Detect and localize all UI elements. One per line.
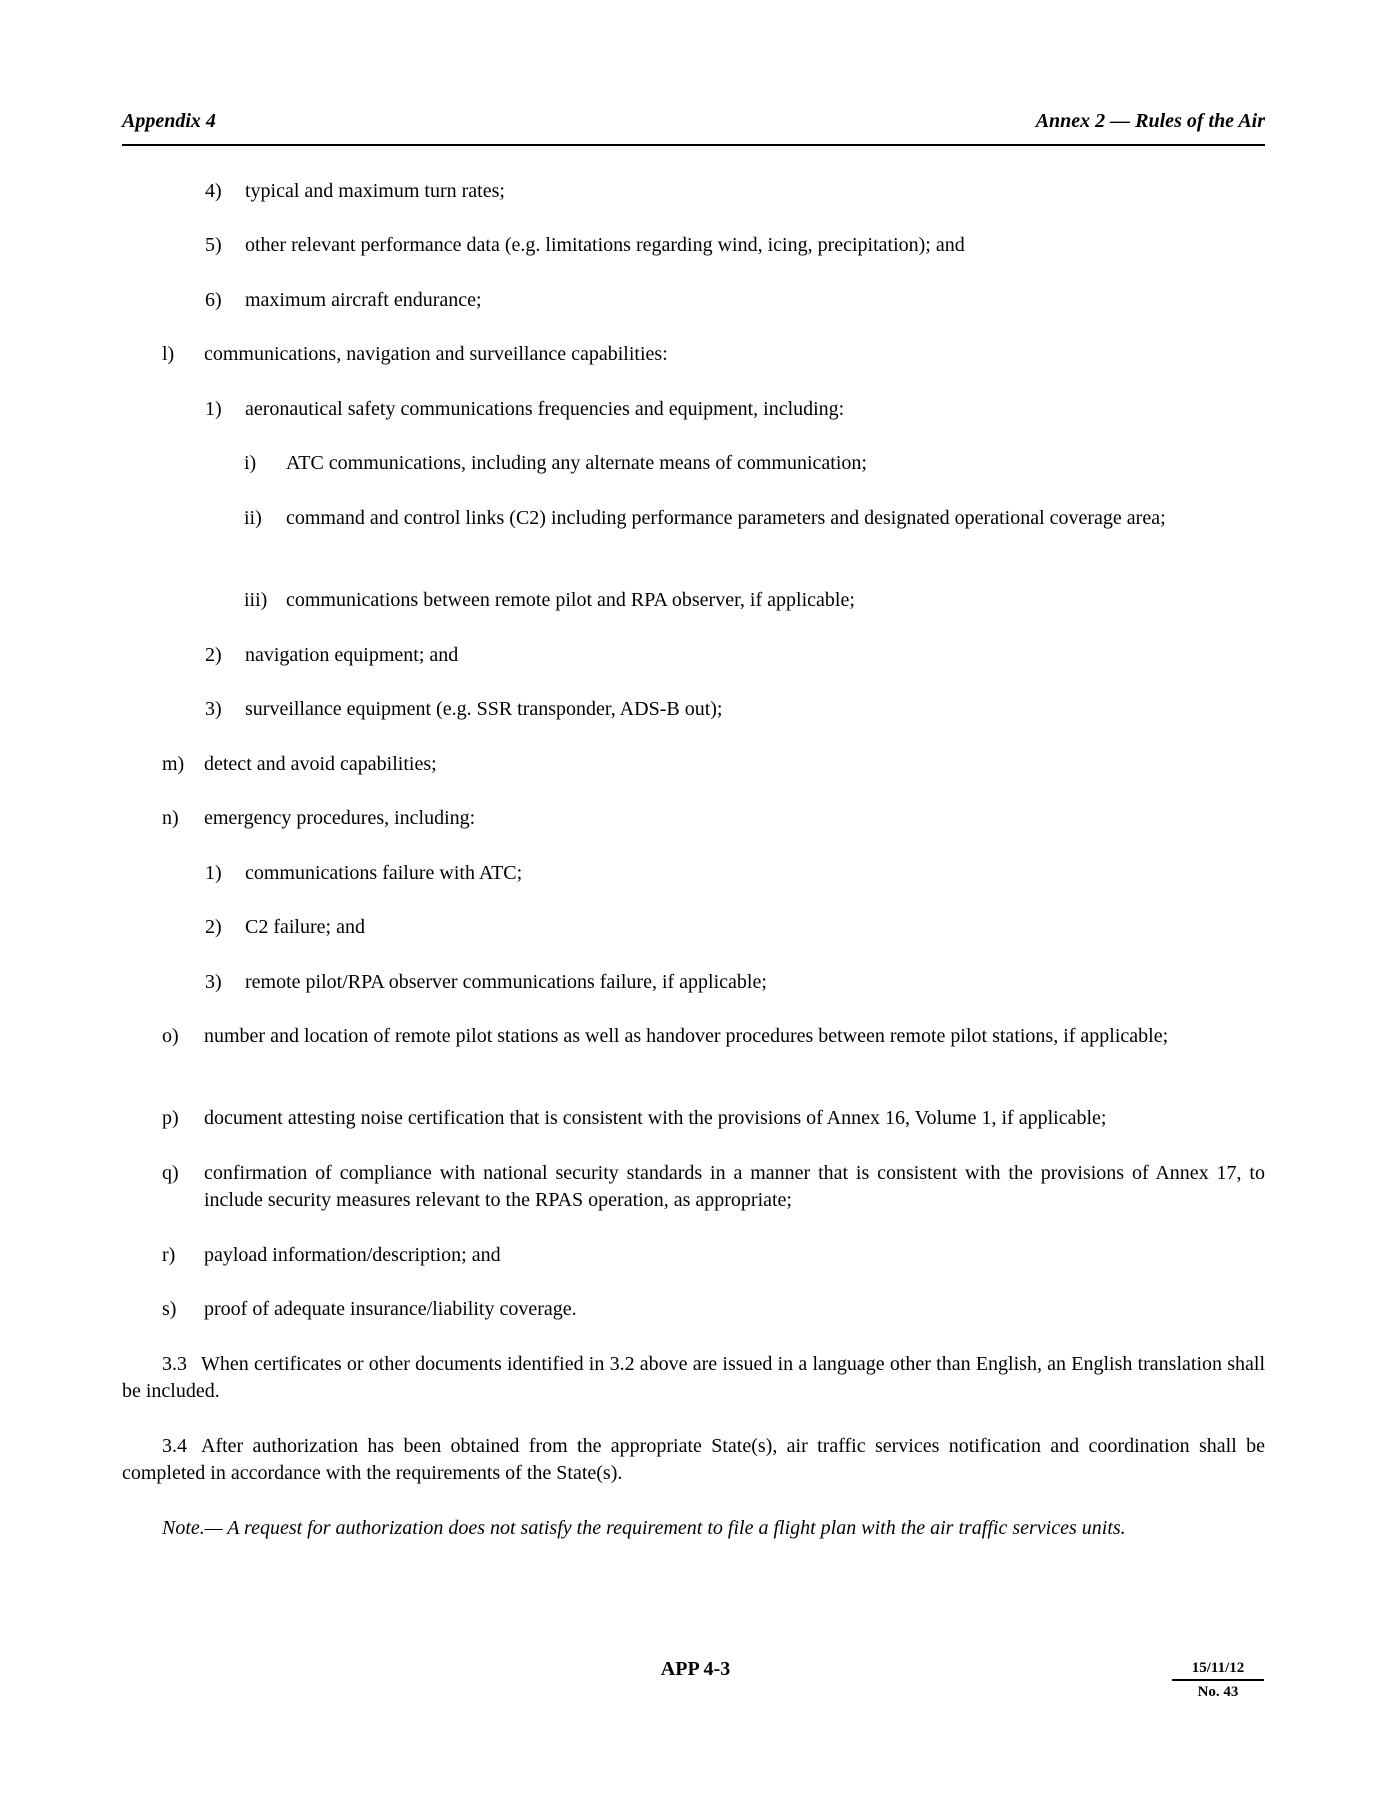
list-item-label: l) <box>162 343 175 365</box>
list-item-label: 4) <box>205 180 222 202</box>
list-item-label: i) <box>244 452 257 474</box>
list-item <box>205 860 1265 887</box>
list-item <box>205 232 1265 259</box>
list-item-label: 5) <box>205 234 222 256</box>
list-item-label: o) <box>162 1025 179 1047</box>
header-annex-title: Annex 2 — Rules of the Air <box>1035 110 1265 132</box>
list-item <box>205 969 1265 996</box>
list-item-label: 3) <box>205 698 222 720</box>
list-item-label: 2) <box>205 916 222 938</box>
list-item-label: 6) <box>205 289 222 311</box>
list-item-text: communications between remote pilot and RPA observer, if applicable; <box>286 589 855 611</box>
list-item <box>162 341 1265 368</box>
list-item-text: typical and maximum turn rates; <box>245 180 505 202</box>
list-item-label: s) <box>162 1298 177 1320</box>
list-item-text: aeronautical safety communications frequencies and equipment, including: <box>245 398 845 420</box>
list-item <box>162 1242 1265 1269</box>
list-item <box>244 587 1265 614</box>
list-item <box>162 751 1265 778</box>
header-appendix-title: Appendix 4 <box>122 110 216 132</box>
list-item <box>205 642 1265 669</box>
list-item-label: 1) <box>205 398 222 420</box>
list-item <box>244 505 1265 532</box>
list-item-text: emergency procedures, including: <box>204 807 476 829</box>
list-item-label: 3) <box>205 971 222 993</box>
list-item <box>162 805 1265 832</box>
list-item <box>205 696 1265 723</box>
list-item-label: m) <box>162 753 185 775</box>
paragraph-number: 3.4 <box>162 1435 187 1457</box>
list-item <box>162 1160 1265 1214</box>
list-item-label: iii) <box>244 589 268 611</box>
list-item-text: command and control links (C2) including performance parameters and designated operational coverage area; <box>286 507 1166 529</box>
list-item-text: proof of adequate insurance/liability coverage. <box>204 1298 577 1320</box>
list-item <box>205 914 1265 941</box>
list-item-text: other relevant performance data (e.g. limitations regarding wind, icing, precipitation); and <box>245 234 965 256</box>
list-item <box>205 178 1265 205</box>
amendment-number: No. 43 <box>1197 1684 1239 1700</box>
amendment-block <box>1172 1660 1264 1701</box>
list-item <box>244 450 1265 477</box>
list-item-text: confirmation of compliance with national security standards in a manner that is consistent with the provisions of Annex 17, to include security measures relevant to the RPAS operation, as appropriate; <box>204 1162 1265 1211</box>
list-item <box>162 1105 1265 1132</box>
list-item-text: detect and avoid capabilities; <box>204 753 437 775</box>
list-item-text: document attesting noise certification that is consistent with the provisions of Annex 16, Volume 1, if applicable; <box>204 1107 1107 1129</box>
list-item-label: n) <box>162 807 179 829</box>
list-item-label: ii) <box>244 507 262 529</box>
list-item-text: communications failure with ATC; <box>245 862 523 884</box>
page-number: APP 4-3 <box>660 1658 731 1680</box>
list-item-text: number and location of remote pilot stations as well as handover procedures between remote pilot stations, if applicable; <box>204 1025 1169 1047</box>
paragraph-text: After authorization has been obtained from the appropriate State(s), air traffic services notification and coordination shall be completed in accordance with the requirements of the State(s). <box>122 1435 1265 1484</box>
list-item <box>205 287 1265 314</box>
list-item-text: navigation equipment; and <box>245 644 459 666</box>
list-item <box>162 1296 1265 1323</box>
running-header <box>122 110 1265 146</box>
paragraph-3-4 <box>122 1433 1265 1487</box>
list-item-label: 2) <box>205 644 222 666</box>
paragraph-number: 3.3 <box>162 1353 187 1375</box>
list-item-label: q) <box>162 1162 179 1184</box>
list-item-label: 1) <box>205 862 222 884</box>
list-item-text: remote pilot/RPA observer communications failure, if applicable; <box>245 971 767 993</box>
list-item-text: payload information/description; and <box>204 1244 501 1266</box>
list-item-text: ATC communications, including any alternate means of communication; <box>286 452 867 474</box>
list-item <box>162 1023 1265 1050</box>
list-item-label: p) <box>162 1107 179 1129</box>
list-item-text: communications, navigation and surveillance capabilities: <box>204 343 668 365</box>
note: Note.— A request for authorization does not satisfy the requirement to file a flight plan with the air traffic services units. <box>162 1517 1126 1539</box>
list-item-text: maximum aircraft endurance; <box>245 289 482 311</box>
list-item-text: C2 failure; and <box>245 916 365 938</box>
list-item <box>205 396 1265 423</box>
list-item-label: r) <box>162 1244 176 1266</box>
paragraph-3-3 <box>122 1351 1265 1405</box>
paragraph-text: When certificates or other documents identified in 3.2 above are issued in a language other than English, an English translation shall be included. <box>122 1353 1265 1402</box>
amendment-date: 15/11/12 <box>1172 1660 1264 1681</box>
list-item-text: surveillance equipment (e.g. SSR transponder, ADS-B out); <box>245 698 723 720</box>
